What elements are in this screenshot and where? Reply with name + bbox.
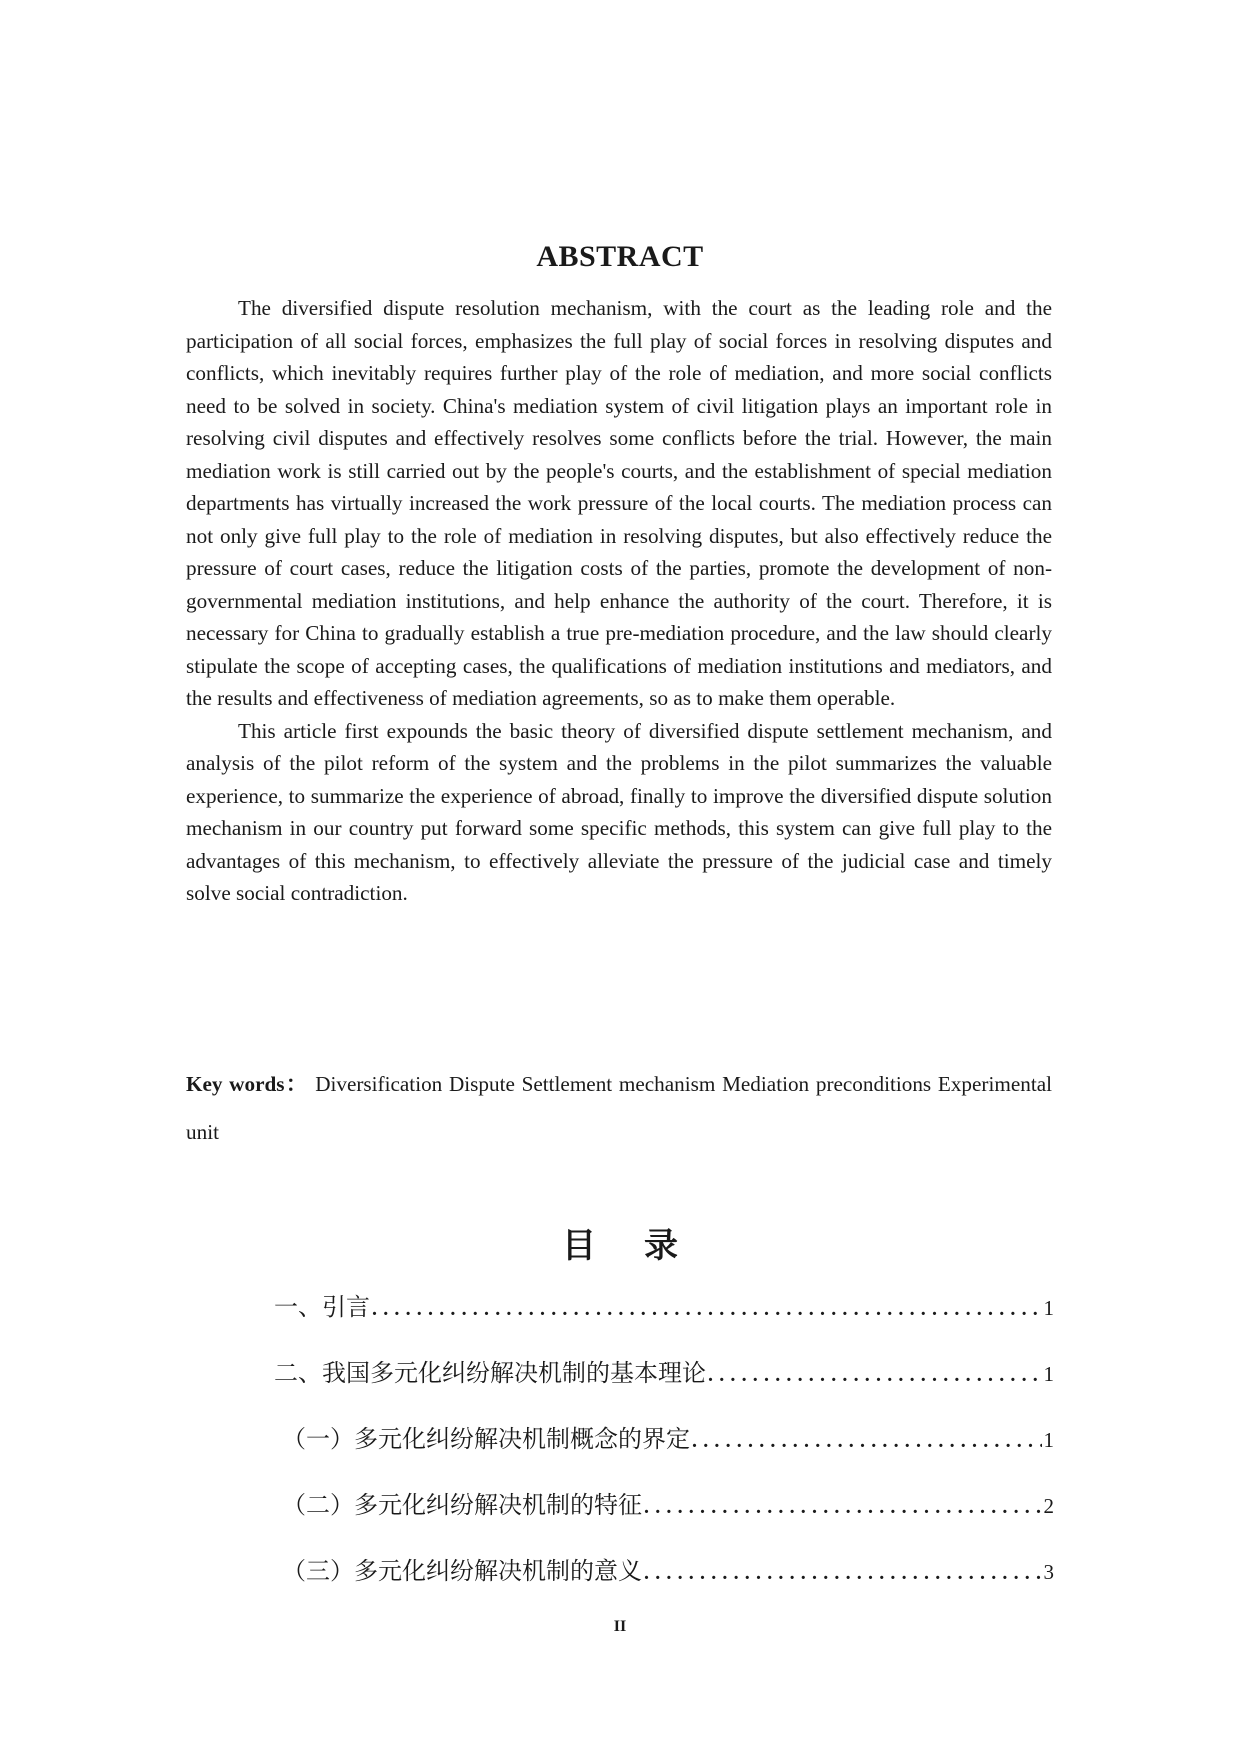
toc-entry-page: 1 [1043,1428,1054,1452]
toc-dot-leader [370,1287,1042,1331]
keywords-label: Key words： [186,1072,309,1096]
abstract-paragraph: The diversified dispute resolution mechanism, with the court as the leading role and the participation of all social forces, emphasizes the full play of social forces in resolving disputes and conflicts, which inevitably requires further play of the role of mediation, and more social conflicts need to be solved in society. China's mediation system of civil litigation plays an important role in resolving civil disputes and effectively resolves some conflicts before the trial. However, the main mediation work is still carried out by the people's courts, and the establishment of special mediation departments has virtually increased the work pressure of the local courts. The mediation process can not only give full play to the role of mediation in resolving disputes, but also effectively reduce the pressure of court cases, reduce the litigation costs of the parties, promote the development of non-governmental mediation institutions, and help enhance the authority of the court. Therefore, it is necessary for China to gradually establish a true pre-mediation procedure, and the law should clearly stipulate the scope of accepting cases, the qualifications of mediation institutions and mediators, and the results and effectiveness of mediation agreements, so as to make them operable. [186,296,1052,710]
table-of-contents [274,1285,1054,1615]
toc-dot-leader [690,1419,1042,1463]
toc-entry-characteristics[interactable] [274,1483,1054,1549]
toc-dot-leader [642,1485,1042,1529]
abstract-paragraph: This article first expounds the basic theory of diversified dispute settlement mechanism, and analysis of the pilot reform of the system and the problems in the pilot summarizes the valuable experience, to summarize the experience of abroad, finally to improve the diversified dispute solution mechanism in our country put forward some specific methods, this system can give full play to the advantages of this mechanism, to effectively alleviate the pressure of the judicial case and timely solve social contradiction. [186,718,1052,905]
keywords-text: Diversification Dispute Settlement mechanism Mediation preconditions Experimental unit [186,1072,1053,1144]
toc-entry-text: （一）多元化纠纷解决机制概念的界定 [282,1425,690,1453]
toc-entry-text: （三）多元化纠纷解决机制的意义 [282,1557,642,1585]
toc-entry-page: 3 [1043,1560,1054,1584]
toc-entry-introduction[interactable] [274,1285,1054,1351]
toc-title-char: 录 [644,1226,678,1266]
abstract-title: ABSTRACT [536,240,704,273]
toc-entry-concept-definition[interactable] [274,1417,1054,1483]
toc-entry-page: 1 [1043,1296,1054,1320]
toc-entry-text: 二、我国多元化纠纷解决机制的基本理论 [274,1359,706,1387]
toc-entry-page: 2 [1043,1494,1054,1518]
toc-entry-text: （二）多元化纠纷解决机制的特征 [282,1491,642,1519]
toc-dot-leader [706,1353,1042,1397]
toc-title-char: 目 [562,1226,596,1266]
toc-entry-significance[interactable] [274,1549,1054,1615]
toc-dot-leader [642,1551,1042,1595]
abstract-body [186,292,1052,910]
toc-entry-page: 1 [1043,1362,1054,1386]
page-number: II [613,1618,627,1635]
toc-entry-text: 一、引言 [274,1293,370,1321]
toc-entry-basic-theory[interactable] [274,1351,1054,1417]
keywords [186,1060,1052,1156]
toc-title [0,1218,1240,1267]
